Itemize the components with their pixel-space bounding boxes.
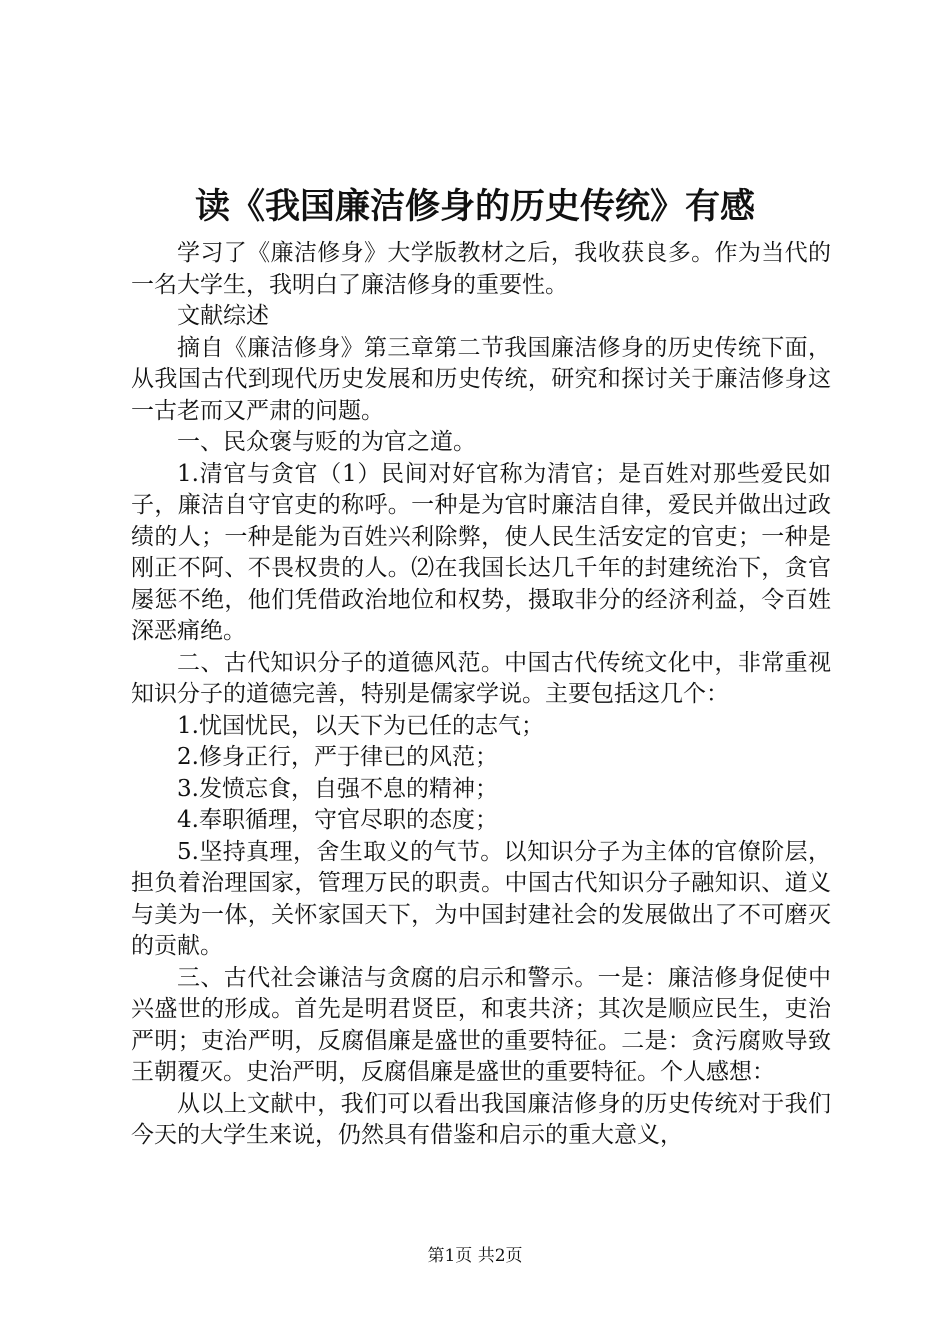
list-item-2: 2.修身正行，严于律已的风范；: [177, 744, 498, 770]
list-item-3: 3.发愤忘食，自强不息的精神；: [177, 775, 498, 802]
document-title: 读《我国廉洁修身的历史传统》有感: [194, 186, 755, 227]
list-item-1: 1.忧国忧民，以天下为已任的志气；: [177, 712, 544, 739]
paragraph-excerpt: 摘自《廉洁修身》第三章第二节我国廉洁修身的历史传统下面，从我国古代到现代历史发展和历史传统，研究和探讨关于廉洁修身这一古老而又严肃的问题。: [131, 334, 831, 424]
paragraph-clean-corrupt-officials: 1.清官与贪官（1）民间对好官称为清官；是百姓对那些爱民如子，廉洁自守官吏的称呼。一种是为官时廉洁自律，爱民并做出过政绩的人；一种是能为百姓兴利除弊，使人民生活安定的官吏；一种是刚正不阿、不畏权贵的人。⑵在我国长达几千年的封建统治下，贪官屡惩不绝，他们凭借政治地位和权势，摄取非分的经济利益，令百姓深恶痛绝。: [131, 460, 831, 644]
paragraph-heading-literature-review: 文献综述: [177, 303, 269, 329]
list-item-5: 5.坚持真理，舍生取义的气节。以知识分子为主体的官僚阶层，担负着治理国家，管理万民的职责。中国古代知识分子融知识、道义与美为一体，关怀家国天下，为中国封建社会的发展做出了不可磨灭的贡献。: [131, 838, 831, 959]
document-body: [131, 238, 831, 1152]
paragraph-intro: 学习了《廉洁修身》大学版教材之后，我收获良多。作为当代的一名大学生，我明白了廉洁修身的重要性。: [131, 240, 831, 298]
page-footer: 第1页 共2页: [427, 1246, 523, 1266]
paragraph-section-two: 二、古代知识分子的道德风范。中国古代传统文化中，非常重视知识分子的道德完善，特别是儒家学说。主要包括这几个：: [131, 649, 831, 707]
paragraph-section-three: 三、古代社会谦洁与贪腐的启示和警示。一是：廉洁修身促使中兴盛世的形成。首先是明君贤臣，和衷共济；其次是顺应民生，吏治严明；吏治严明，反腐倡廉是盛世的重要特征。二是：贪污腐败导致王朝覆灭。史治严明，反腐倡廉是盛世的重要特征。个人感想：: [131, 964, 831, 1085]
paragraph-section-one: 一、民众褒与贬的为官之道。: [177, 429, 476, 455]
paragraph-conclusion: 从以上文献中，我们可以看出我国廉洁修身的历史传统对于我们今天的大学生来说，仍然具有借鉴和启示的重大意义，: [131, 1090, 831, 1148]
list-item-4: 4.奉职循理，守官尽职的态度；: [177, 807, 498, 833]
